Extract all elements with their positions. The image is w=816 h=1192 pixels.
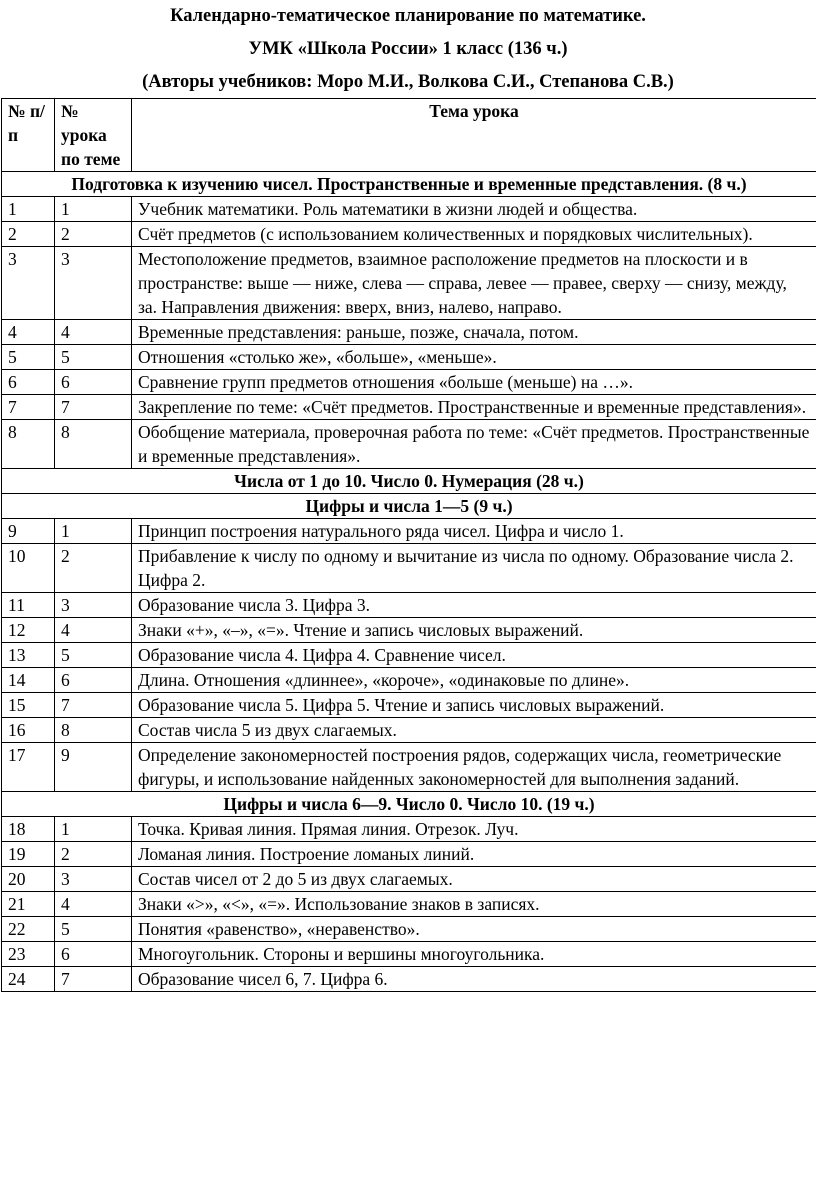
table-row xyxy=(2,519,816,544)
row-number: 13 xyxy=(2,643,55,668)
lesson-number: 4 xyxy=(55,320,132,345)
table-row xyxy=(2,420,816,469)
table-row xyxy=(2,867,816,892)
table-row xyxy=(2,643,816,668)
row-number: 14 xyxy=(2,668,55,693)
table-row xyxy=(2,395,816,420)
lesson-number: 8 xyxy=(55,718,132,743)
row-number: 1 xyxy=(2,197,55,222)
row-number: 15 xyxy=(2,693,55,718)
lesson-number: 3 xyxy=(55,867,132,892)
planning-table xyxy=(1,98,816,992)
row-number: 20 xyxy=(2,867,55,892)
table-row xyxy=(2,370,816,395)
lesson-number: 1 xyxy=(55,519,132,544)
lesson-topic: Обобщение материала, проверочная работа по теме: «Счёт предметов. Пространственные и временные представления». xyxy=(132,420,816,469)
row-number: 19 xyxy=(2,842,55,867)
lesson-number: 4 xyxy=(55,892,132,917)
row-number: 9 xyxy=(2,519,55,544)
section-row xyxy=(2,494,816,519)
lesson-number: 5 xyxy=(55,345,132,370)
row-number: 21 xyxy=(2,892,55,917)
lesson-number: 6 xyxy=(55,370,132,395)
lesson-topic: Отношения «столько же», «больше», «меньше». xyxy=(132,345,816,370)
document-authors: (Авторы учебников: Моро М.И., Волкова С.И., Степанова С.В.) xyxy=(142,72,674,92)
row-number: 7 xyxy=(2,395,55,420)
lesson-topic: Закрепление по теме: «Счёт предметов. Пространственные и временные представления». xyxy=(132,395,816,420)
lesson-number: 1 xyxy=(55,817,132,842)
table-row xyxy=(2,693,816,718)
lesson-number: 7 xyxy=(55,395,132,420)
lesson-topic: Состав чисел от 2 до 5 из двух слагаемых. xyxy=(132,867,816,892)
lesson-number: 2 xyxy=(55,544,132,593)
table-row xyxy=(2,967,816,992)
lesson-topic: Образование числа 3. Цифра 3. xyxy=(132,593,816,618)
table-row xyxy=(2,817,816,842)
table-row xyxy=(2,842,816,867)
lesson-topic: Сравнение групп предметов отношения «больше (меньше) на …». xyxy=(132,370,816,395)
row-number: 24 xyxy=(2,967,55,992)
lesson-topic: Прибавление к числу по одному и вычитание из числа по одному. Образование числа 2. Цифра 2. xyxy=(132,544,816,593)
lesson-number: 1 xyxy=(55,197,132,222)
table-row xyxy=(2,222,816,247)
section-title: Цифры и числа 1—5 (9 ч.) xyxy=(2,494,816,519)
lesson-topic: Понятия «равенство», «неравенство». xyxy=(132,917,816,942)
lesson-number: 7 xyxy=(55,693,132,718)
row-number: 4 xyxy=(2,320,55,345)
column-header-topic: Тема урока xyxy=(132,99,816,172)
lesson-topic: Многоугольник. Стороны и вершины многоугольника. xyxy=(132,942,816,967)
table-row xyxy=(2,618,816,643)
lesson-number: 7 xyxy=(55,967,132,992)
lesson-topic: Принцип построения натурального ряда чисел. Цифра и число 1. xyxy=(132,519,816,544)
row-number: 10 xyxy=(2,544,55,593)
table-row xyxy=(2,743,816,792)
lesson-topic: Временные представления: раньше, позже, сначала, потом. xyxy=(132,320,816,345)
table-row xyxy=(2,247,816,320)
lesson-topic: Ломаная линия. Построение ломаных линий. xyxy=(132,842,816,867)
lesson-topic: Образование чисел 6, 7. Цифра 6. xyxy=(132,967,816,992)
lesson-number: 2 xyxy=(55,842,132,867)
table-row xyxy=(2,668,816,693)
column-header-num: № п/п xyxy=(2,99,55,172)
row-number: 2 xyxy=(2,222,55,247)
row-number: 11 xyxy=(2,593,55,618)
document-title: Календарно-тематическое планирование по математике. xyxy=(170,6,646,26)
lesson-number: 5 xyxy=(55,917,132,942)
lesson-number: 6 xyxy=(55,668,132,693)
table-row xyxy=(2,718,816,743)
lesson-number: 9 xyxy=(55,743,132,792)
table-row xyxy=(2,320,816,345)
lesson-number: 6 xyxy=(55,942,132,967)
table-row xyxy=(2,942,816,967)
table-row xyxy=(2,892,816,917)
table-header-row xyxy=(2,99,816,172)
row-number: 18 xyxy=(2,817,55,842)
table-row xyxy=(2,917,816,942)
row-number: 8 xyxy=(2,420,55,469)
table-row xyxy=(2,345,816,370)
row-number: 22 xyxy=(2,917,55,942)
lesson-topic: Определение закономерностей построения рядов, содержащих числа, геометрические фигуры, и использование найденных закономерностей для выполнения заданий. xyxy=(132,743,816,792)
document-subtitle: УМК «Школа России» 1 класс (136 ч.) xyxy=(248,39,568,59)
row-number: 12 xyxy=(2,618,55,643)
lesson-topic: Знаки «>», «<», «=». Использование знаков в записях. xyxy=(132,892,816,917)
section-title: Подготовка к изучению чисел. Пространственные и временные представления. (8 ч.) xyxy=(2,172,816,197)
lesson-topic: Местоположение предметов, взаимное расположение предметов на плоскости и в пространстве: выше — ниже, слева — справа, левее — правее, сверху — снизу, между, за. Направления движения: вверх, вниз, налево, направо. xyxy=(132,247,816,320)
table-row xyxy=(2,593,816,618)
lesson-number: 8 xyxy=(55,420,132,469)
lesson-topic: Образование числа 4. Цифра 4. Сравнение чисел. xyxy=(132,643,816,668)
lesson-number: 3 xyxy=(55,247,132,320)
row-number: 3 xyxy=(2,247,55,320)
lesson-number: 5 xyxy=(55,643,132,668)
section-row xyxy=(2,469,816,494)
lesson-number: 2 xyxy=(55,222,132,247)
lesson-topic: Состав числа 5 из двух слагаемых. xyxy=(132,718,816,743)
row-number: 23 xyxy=(2,942,55,967)
table-row xyxy=(2,544,816,593)
document-header xyxy=(0,0,816,99)
lesson-topic: Точка. Кривая линия. Прямая линия. Отрезок. Луч. xyxy=(132,817,816,842)
row-number: 16 xyxy=(2,718,55,743)
section-row xyxy=(2,792,816,817)
table-row xyxy=(2,197,816,222)
lesson-number: 4 xyxy=(55,618,132,643)
section-title: Цифры и числа 6—9. Число 0. Число 10. (19 ч.) xyxy=(2,792,816,817)
row-number: 6 xyxy=(2,370,55,395)
lesson-topic: Длина. Отношения «длиннее», «короче», «одинаковые по длине». xyxy=(132,668,816,693)
table-body xyxy=(2,172,816,992)
section-row xyxy=(2,172,816,197)
column-header-lesson-num: № урока по теме xyxy=(55,99,132,172)
lesson-topic: Знаки «+», «–», «=». Чтение и запись числовых выражений. xyxy=(132,618,816,643)
lesson-topic: Счёт предметов (с использованием количественных и порядковых числительных). xyxy=(132,222,816,247)
section-title: Числа от 1 до 10. Число 0. Нумерация (28 ч.) xyxy=(2,469,816,494)
row-number: 5 xyxy=(2,345,55,370)
lesson-topic: Образование числа 5. Цифра 5. Чтение и запись числовых выражений. xyxy=(132,693,816,718)
lesson-topic: Учебник математики. Роль математики в жизни людей и общества. xyxy=(132,197,816,222)
row-number: 17 xyxy=(2,743,55,792)
lesson-number: 3 xyxy=(55,593,132,618)
